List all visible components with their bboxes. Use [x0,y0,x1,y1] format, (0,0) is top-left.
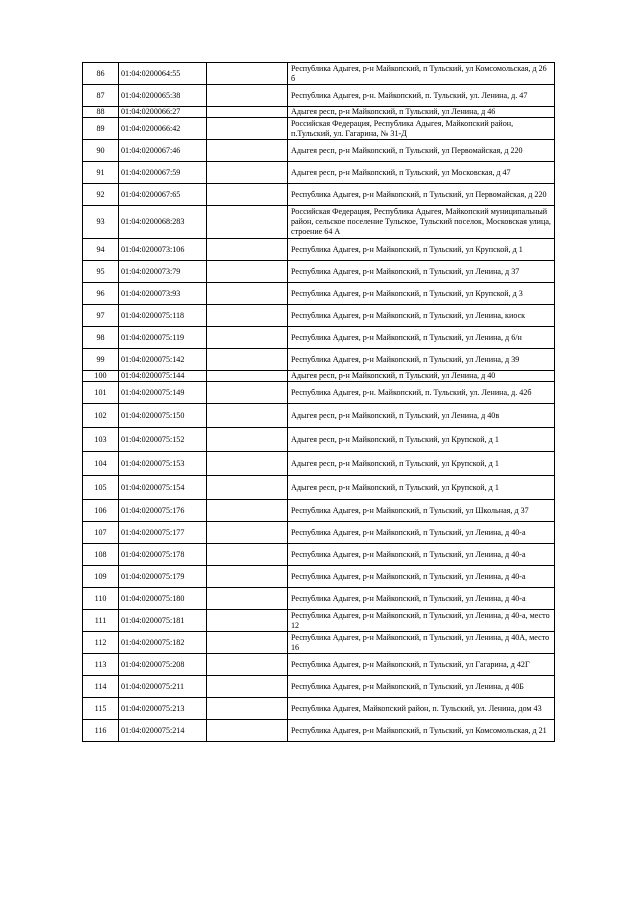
cadastral-number-cell: 01:04:0200067:65 [119,184,207,206]
table-row [83,349,555,371]
table-row [83,162,555,184]
table-row [83,239,555,261]
empty-cell [207,566,288,588]
empty-cell [207,206,288,239]
cadastral-number-cell: 01:04:0200066:27 [119,107,207,118]
empty-cell [207,283,288,305]
address-cell: Республика Адыгея, р-н Майкопский, п Тульский, ул Ленина, д 40-а [288,566,555,588]
table-body [83,63,555,742]
table-row [83,522,555,544]
cadastral-number-cell: 01:04:0200075:153 [119,452,207,476]
row-number-cell: 114 [83,676,119,698]
cadastral-number-cell: 01:04:0200075:213 [119,698,207,720]
empty-cell [207,632,288,654]
cadastral-number-cell: 01:04:0200066:42 [119,118,207,140]
row-number-cell: 116 [83,720,119,742]
cadastral-number-cell: 01:04:0200075:181 [119,610,207,632]
address-cell: Адыгея респ, р-н Майкопский, п Тульский, ул Ленина, д 40в [288,404,555,428]
table-row [83,206,555,239]
cadastral-number-cell: 01:04:0200068:283 [119,206,207,239]
cadastral-number-cell: 01:04:0200075:152 [119,428,207,452]
cadastral-number-cell: 01:04:0200075:149 [119,382,207,404]
row-number-cell: 102 [83,404,119,428]
empty-cell [207,140,288,162]
row-number-cell: 91 [83,162,119,184]
empty-cell [207,654,288,676]
address-cell: Республика Адыгея, р-н Майкопский, п Тульский, ул Крупской, д 1 [288,239,555,261]
table-row [83,698,555,720]
row-number-cell: 99 [83,349,119,371]
row-number-cell: 105 [83,476,119,500]
address-cell: Российская Федерация, Республика Адыгея, Майкопский муниципальный район, сельское поселение Тульское, Тульский поселок, Московская улица, строение 64 А [288,206,555,239]
empty-cell [207,184,288,206]
cadastral-number-cell: 01:04:0200075:176 [119,500,207,522]
table-row [83,184,555,206]
empty-cell [207,371,288,382]
address-cell: Республика Адыгея, р-н Майкопский, п Тульский, ул Ленина, д 6/н [288,327,555,349]
row-number-cell: 112 [83,632,119,654]
cadastral-number-cell: 01:04:0200075:118 [119,305,207,327]
table-row [83,283,555,305]
row-number-cell: 108 [83,544,119,566]
cadastral-table [82,62,555,742]
cadastral-number-cell: 01:04:0200075:182 [119,632,207,654]
address-cell: Российская Федерация, Республика Адыгея, Майкопский район, п.Тульский, ул. Гагарина, № 31-Д [288,118,555,140]
empty-cell [207,522,288,544]
row-number-cell: 97 [83,305,119,327]
empty-cell [207,698,288,720]
address-cell: Республика Адыгея, р-н Майкопский, п Тульский, ул Ленина, д 37 [288,261,555,283]
empty-cell [207,118,288,140]
cadastral-number-cell: 01:04:0200075:180 [119,588,207,610]
row-number-cell: 92 [83,184,119,206]
empty-cell [207,85,288,107]
cadastral-number-cell: 01:04:0200065:38 [119,85,207,107]
cadastral-number-cell: 01:04:0200075:154 [119,476,207,500]
table-row [83,452,555,476]
cadastral-number-cell: 01:04:0200075:211 [119,676,207,698]
cadastral-number-cell: 01:04:0200064:55 [119,63,207,85]
cadastral-number-cell: 01:04:0200075:142 [119,349,207,371]
table-row [83,140,555,162]
empty-cell [207,162,288,184]
empty-cell [207,327,288,349]
address-cell: Республика Адыгея, р-н Майкопский, п Тульский, ул Ленина, д 40Б [288,676,555,698]
address-cell: Республика Адыгея, р-н Майкопский, п Тульский, ул Школьная, д 37 [288,500,555,522]
address-cell: Республика Адыгея, р-н. Майкопский, п. Тульский, ул. Ленина, д. 47 [288,85,555,107]
empty-cell [207,404,288,428]
table-row [83,327,555,349]
row-number-cell: 106 [83,500,119,522]
address-cell: Адыгея респ, р-н Майкопский, п Тульский, ул Ленина, д 46 [288,107,555,118]
table-row [83,118,555,140]
cadastral-number-cell: 01:04:0200075:208 [119,654,207,676]
row-number-cell: 98 [83,327,119,349]
table-row [83,566,555,588]
table-row [83,382,555,404]
cadastral-number-cell: 01:04:0200075:177 [119,522,207,544]
empty-cell [207,107,288,118]
table-row [83,63,555,85]
row-number-cell: 96 [83,283,119,305]
row-number-cell: 88 [83,107,119,118]
row-number-cell: 115 [83,698,119,720]
row-number-cell: 94 [83,239,119,261]
address-cell: Республика Адыгея, р-н Майкопский, п Тульский, ул Гагарина, д 42Г [288,654,555,676]
empty-cell [207,239,288,261]
address-cell: Республика Адыгея, р-н Майкопский, п Тульский, ул Ленина, д 40-а [288,522,555,544]
address-cell: Адыгея респ, р-н Майкопский, п Тульский, ул Крупской, д 1 [288,452,555,476]
empty-cell [207,428,288,452]
row-number-cell: 87 [83,85,119,107]
empty-cell [207,500,288,522]
address-cell: Республика Адыгея, р-н Майкопский, п Тульский, ул Крупской, д 3 [288,283,555,305]
empty-cell [207,261,288,283]
cadastral-number-cell: 01:04:0200073:93 [119,283,207,305]
address-cell: Республика Адыгея, р-н Майкопский, п Тульский, ул Комсомольская, д 26 б [288,63,555,85]
cadastral-number-cell: 01:04:0200075:178 [119,544,207,566]
address-cell: Адыгея респ, р-н Майкопский, п Тульский, ул Крупской, д 1 [288,476,555,500]
address-cell: Республика Адыгея, р-н Майкопский, п Тульский, ул Комсомольская, д 21 [288,720,555,742]
cadastral-number-cell: 01:04:0200067:46 [119,140,207,162]
address-cell: Республика Адыгея, р-н Майкопский, п Тульский, ул Ленина, д 39 [288,349,555,371]
table-row [83,404,555,428]
cadastral-number-cell: 01:04:0200075:179 [119,566,207,588]
empty-cell [207,63,288,85]
table-row [83,544,555,566]
row-number-cell: 95 [83,261,119,283]
address-cell: Республика Адыгея, р-н. Майкопский, п. Тульский, ул. Ленина, д. 42б [288,382,555,404]
empty-cell [207,349,288,371]
table-row [83,610,555,632]
table-row [83,720,555,742]
row-number-cell: 100 [83,371,119,382]
empty-cell [207,544,288,566]
cadastral-number-cell: 01:04:0200075:214 [119,720,207,742]
table-row [83,588,555,610]
empty-cell [207,588,288,610]
table-row [83,371,555,382]
address-cell: Республика Адыгея, р-н Майкопский, п Тульский, ул Ленина, д 40-а, место 12 [288,610,555,632]
address-cell: Республика Адыгея, р-н Майкопский, п Тульский, ул Ленина, д 40-а [288,544,555,566]
address-cell: Адыгея респ, р-н Майкопский, п Тульский, ул Московская, д 47 [288,162,555,184]
empty-cell [207,452,288,476]
table-row [83,305,555,327]
address-cell: Адыгея респ, р-н Майкопский, п Тульский, ул Крупской, д 1 [288,428,555,452]
address-cell: Республика Адыгея, р-н Майкопский, п Тульский, ул Первомайская, д 220 [288,184,555,206]
table-row [83,632,555,654]
empty-cell [207,382,288,404]
table-row [83,676,555,698]
address-cell: Адыгея респ, р-н Майкопский, п Тульский, ул Первомайская, д 220 [288,140,555,162]
empty-cell [207,720,288,742]
address-cell: Республика Адыгея, р-н Майкопский, п Тульский, ул Ленина, д 40-а [288,588,555,610]
address-cell: Адыгея респ, р-н Майкопский, п Тульский, ул Ленина, д 40 [288,371,555,382]
table-row [83,261,555,283]
table-row [83,476,555,500]
row-number-cell: 110 [83,588,119,610]
row-number-cell: 107 [83,522,119,544]
cadastral-number-cell: 01:04:0200075:150 [119,404,207,428]
empty-cell [207,610,288,632]
row-number-cell: 104 [83,452,119,476]
address-cell: Республика Адыгея, Майкопский район, п. Тульский, ул. Ленина, дом 43 [288,698,555,720]
cadastral-number-cell: 01:04:0200073:79 [119,261,207,283]
table-row [83,107,555,118]
row-number-cell: 111 [83,610,119,632]
table-row [83,428,555,452]
row-number-cell: 90 [83,140,119,162]
cadastral-number-cell: 01:04:0200073:106 [119,239,207,261]
table-row [83,500,555,522]
table-row [83,654,555,676]
address-cell: Республика Адыгея, р-н Майкопский, п Тульский, ул Ленина, киоск [288,305,555,327]
empty-cell [207,676,288,698]
row-number-cell: 101 [83,382,119,404]
row-number-cell: 89 [83,118,119,140]
empty-cell [207,476,288,500]
row-number-cell: 86 [83,63,119,85]
empty-cell [207,305,288,327]
cadastral-number-cell: 01:04:0200075:144 [119,371,207,382]
row-number-cell: 109 [83,566,119,588]
row-number-cell: 93 [83,206,119,239]
table-row [83,85,555,107]
row-number-cell: 103 [83,428,119,452]
address-cell: Республика Адыгея, р-н Майкопский, п Тульский, ул Ленина, д 40А, место 16 [288,632,555,654]
cadastral-number-cell: 01:04:0200067:59 [119,162,207,184]
cadastral-number-cell: 01:04:0200075:119 [119,327,207,349]
row-number-cell: 113 [83,654,119,676]
